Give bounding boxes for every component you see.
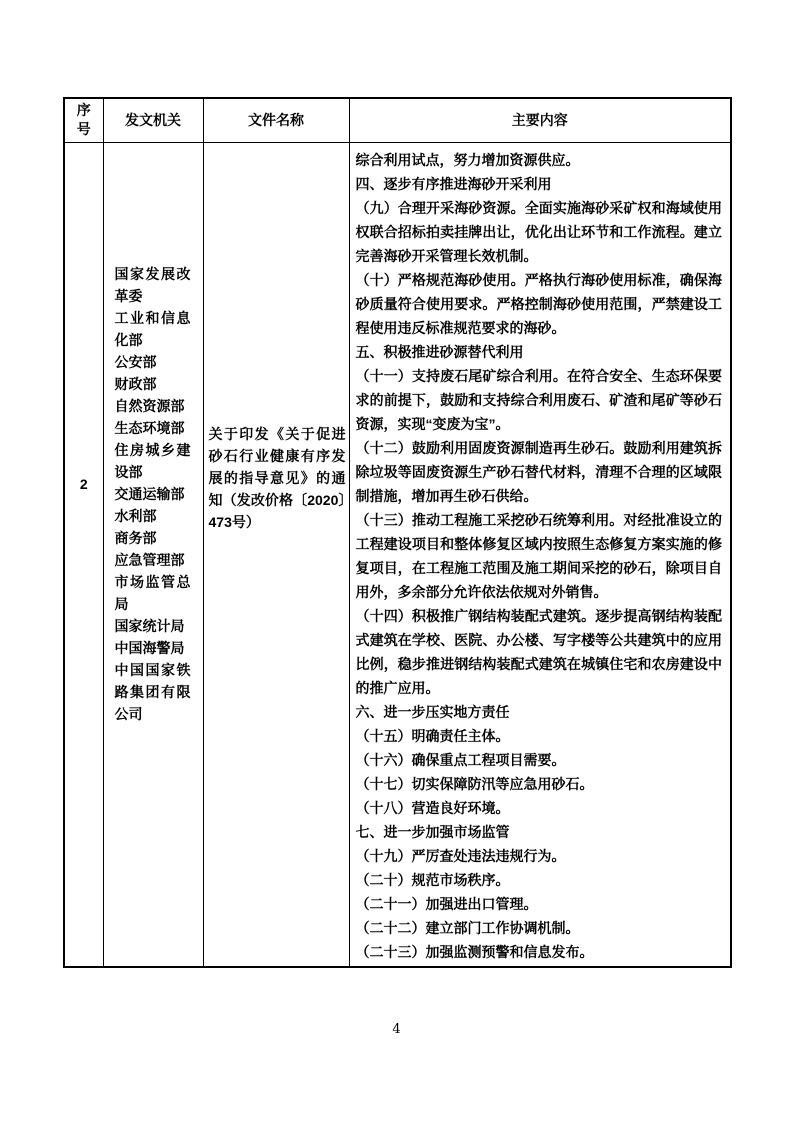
content-paragraph: （二十）规范市场秩序。 [355, 871, 510, 888]
agency-name: 中国海警局 [114, 639, 185, 656]
cell-serial-number [64, 142, 103, 967]
agency-name: 交通运输部 [114, 485, 185, 502]
agency-name: 应急管理部 [114, 551, 185, 568]
agency-name: 公安部 [114, 353, 157, 370]
main-content-paragraphs [356, 148, 723, 964]
agency-name: 生态环境部 [114, 419, 185, 436]
agency-name: 国家统计局 [114, 617, 185, 634]
content-paragraph: （十七）切实保障防汛等应急用砂石。 [355, 775, 594, 792]
content-paragraph: （二十一）加强进出口管理。 [355, 895, 538, 912]
agency-name: 工业和信息化部 [114, 309, 191, 348]
agency-name: 水利部 [114, 507, 157, 524]
table-row [64, 142, 731, 967]
header-document-name: 文件名称 [203, 98, 349, 142]
content-paragraph: 综合利用试点，努力增加资源供应。 [355, 151, 580, 168]
agency-list [104, 263, 203, 725]
agency-name: 国家发展改革委 [114, 265, 191, 304]
document-table [63, 97, 732, 968]
page-number: 4 [392, 1022, 401, 1037]
agency-name: 住房城乡建设部 [114, 441, 191, 480]
content-paragraph: （二十二）建立部门工作协调机制。 [355, 919, 580, 936]
content-paragraph: 四、逐步有序推进海砂开采利用 [355, 175, 552, 192]
content-paragraph: （十二）鼓励利用固废资源制造再生砂石。鼓励利用建筑拆除垃圾等固废资源生产砂石替代材料，清理不合理的区域限制措施，增加再生砂石供给。 [355, 439, 722, 504]
content-paragraph: （十四）积极推广钢结构装配式建筑。逐步提高钢结构装配式建筑在学校、医院、办公楼、写字楼等公共建筑中的应用比例，稳步推进钢结构装配式建筑在城镇住宅和农房建设中的推广应用。 [355, 607, 722, 696]
content-paragraph: （十九）严厉查处违法违规行为。 [355, 847, 566, 864]
cell-main-content [349, 142, 731, 967]
agency-name: 自然资源部 [114, 397, 185, 414]
content-paragraph: （九）合理开采海砂资源。全面实施海砂采矿权和海域使用权联合招标拍卖挂牌出让，优化出让环节和工作流程。建立完善海砂开采管理长效机制。 [355, 199, 722, 264]
content-paragraph: （十六）确保重点工程项目需要。 [355, 751, 566, 768]
content-paragraph: 六、进一步压实地方责任 [355, 703, 510, 720]
agency-name: 中国国家铁路集团有限公司 [114, 661, 191, 722]
content-paragraph: （十三）推动工程施工采挖砂石统筹利用。对经批准设立的工程建设项目和整体修复区域内按照生态修复方案实施的修复项目，在工程施工范围及施工期间采挖的砂石，除项目自用外，多余部分允许依法依规对外销售。 [355, 511, 722, 600]
content-paragraph: （十）严格规范海砂使用。严格执行海砂使用标准，确保海砂质量符合使用要求。严格控制海砂使用范围，严禁建设工程使用违反标准规范要求的海砂。 [355, 271, 722, 336]
header-issuing-agency: 发文机关 [103, 98, 203, 142]
header-serial-number: 序号 [64, 98, 103, 142]
header-main-content: 主要内容 [349, 98, 731, 142]
document-name-text: 关于印发《关于促进砂石行业健康有序发展的指导意见》的通知（发改价格〔2020〕473号） [208, 425, 346, 530]
table-header-row [64, 98, 731, 142]
content-paragraph: （十五）明确责任主体。 [355, 727, 510, 744]
content-paragraph: 七、进一步加强市场监管 [355, 823, 510, 840]
content-paragraph: 五、积极推进砂源替代利用 [355, 343, 524, 360]
content-paragraph: （十一）支持废石尾矿综合利用。在符合安全、生态环保要求的前提下，鼓励和支持综合利用废石、矿渣和尾矿等砂石资源，实现“变废为宝”。 [355, 367, 722, 432]
cell-document-name [203, 142, 349, 967]
content-paragraph: （十八）营造良好环境。 [355, 799, 510, 816]
serial-number-value: 2 [79, 475, 88, 492]
cell-issuing-agencies [103, 142, 203, 967]
agency-name: 市场监管总局 [114, 573, 191, 612]
content-paragraph: （二十三）加强监测预警和信息发布。 [355, 943, 594, 960]
agency-name: 财政部 [114, 375, 157, 392]
agency-name: 商务部 [114, 529, 157, 546]
